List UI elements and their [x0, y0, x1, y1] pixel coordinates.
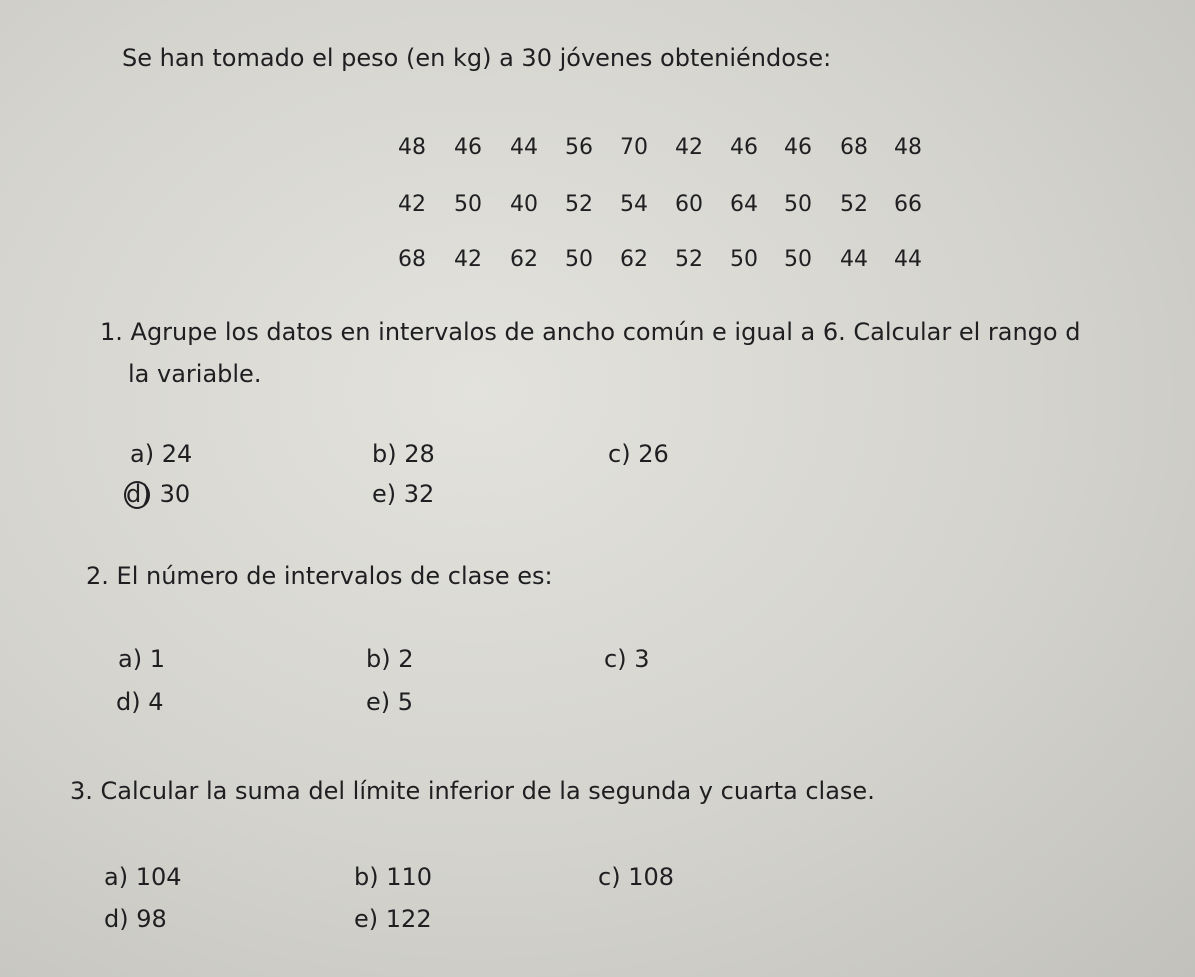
option-letter: c) — [604, 645, 627, 673]
data-value: 60 — [675, 192, 703, 217]
q2-option-b[interactable] — [366, 645, 414, 673]
option-value: 26 — [638, 440, 669, 468]
data-value: 50 — [565, 247, 593, 272]
option-letter: e) — [366, 688, 391, 716]
q2-option-a[interactable] — [118, 645, 165, 673]
option-value: 122 — [385, 905, 432, 933]
option-value: 30 — [159, 480, 191, 508]
data-value: 70 — [620, 135, 648, 160]
q2-option-d[interactable] — [116, 688, 164, 716]
option-letter: c) — [598, 863, 621, 891]
data-value: 42 — [675, 135, 703, 160]
data-value: 40 — [510, 192, 538, 217]
q1-option-b[interactable] — [372, 440, 435, 468]
option-value: 5 — [397, 688, 414, 716]
data-value: 48 — [398, 135, 426, 160]
data-value: 62 — [510, 247, 538, 272]
q3-option-e[interactable] — [354, 905, 432, 933]
q2-option-c[interactable] — [604, 645, 649, 673]
data-value: 46 — [454, 135, 482, 160]
data-value: 66 — [894, 192, 922, 217]
q1-option-a[interactable] — [130, 440, 192, 468]
option-value: 24 — [161, 440, 193, 468]
data-value: 50 — [730, 247, 758, 272]
option-letter: c) — [608, 440, 631, 468]
option-value: 32 — [403, 480, 435, 508]
data-value: 52 — [565, 192, 593, 217]
intro-text: Se han tomado el peso (en kg) a 30 jóvenes obteniéndose: — [122, 44, 832, 72]
question-1-text-cont: la variable. — [128, 360, 262, 388]
data-value: 50 — [784, 192, 812, 217]
data-value: 44 — [840, 247, 868, 272]
option-value: 1 — [149, 645, 165, 673]
data-value: 48 — [894, 135, 922, 160]
option-letter: e) — [372, 480, 397, 508]
q2-option-e[interactable] — [366, 688, 413, 716]
option-letter: e) — [354, 905, 379, 933]
q1-option-d[interactable] — [124, 480, 190, 509]
option-value: 3 — [634, 645, 650, 673]
data-value: 46 — [784, 135, 812, 160]
data-value: 52 — [840, 192, 868, 217]
q1-option-c[interactable] — [608, 440, 669, 468]
q1-option-e[interactable] — [372, 480, 434, 508]
data-value: 50 — [784, 247, 812, 272]
option-letter: b) — [354, 863, 379, 891]
option-letter: a) — [130, 440, 155, 468]
data-value: 62 — [620, 247, 648, 272]
q3-option-c[interactable] — [598, 863, 674, 891]
data-value: 56 — [565, 135, 593, 160]
option-letter-circled: d) — [126, 480, 151, 508]
data-value: 46 — [730, 135, 758, 160]
data-value: 42 — [398, 192, 426, 217]
option-value: 98 — [136, 905, 167, 933]
option-letter: a) — [104, 863, 129, 891]
option-letter: b) — [372, 440, 397, 468]
data-value: 52 — [675, 247, 703, 272]
option-value: 108 — [628, 863, 675, 891]
option-letter: a) — [118, 645, 143, 673]
data-value: 44 — [894, 247, 922, 272]
option-value: 4 — [148, 688, 164, 716]
data-value: 50 — [454, 192, 482, 217]
q3-option-a[interactable] — [104, 863, 182, 891]
option-letter: b) — [366, 645, 391, 673]
data-value: 68 — [840, 135, 868, 160]
question-2-text: 2. El número de intervalos de clase es: — [86, 562, 553, 590]
q3-option-b[interactable] — [354, 863, 432, 891]
data-value: 68 — [398, 247, 426, 272]
option-value: 2 — [398, 645, 414, 673]
question-3-text: 3. Calcular la suma del límite inferior de la segunda y cuarta clase. — [70, 777, 875, 805]
option-value: 28 — [404, 440, 435, 468]
option-letter: d) — [116, 688, 141, 716]
option-value: 110 — [386, 863, 433, 891]
q3-option-d[interactable] — [104, 905, 167, 933]
option-letter: d) — [104, 905, 129, 933]
data-value: 44 — [510, 135, 538, 160]
data-value: 42 — [454, 247, 482, 272]
data-value: 54 — [620, 192, 648, 217]
option-value: 104 — [135, 863, 182, 891]
data-value: 64 — [730, 192, 758, 217]
question-1-text: 1. Agrupe los datos en intervalos de ancho común e igual a 6. Calcular el rango d — [100, 318, 1081, 346]
